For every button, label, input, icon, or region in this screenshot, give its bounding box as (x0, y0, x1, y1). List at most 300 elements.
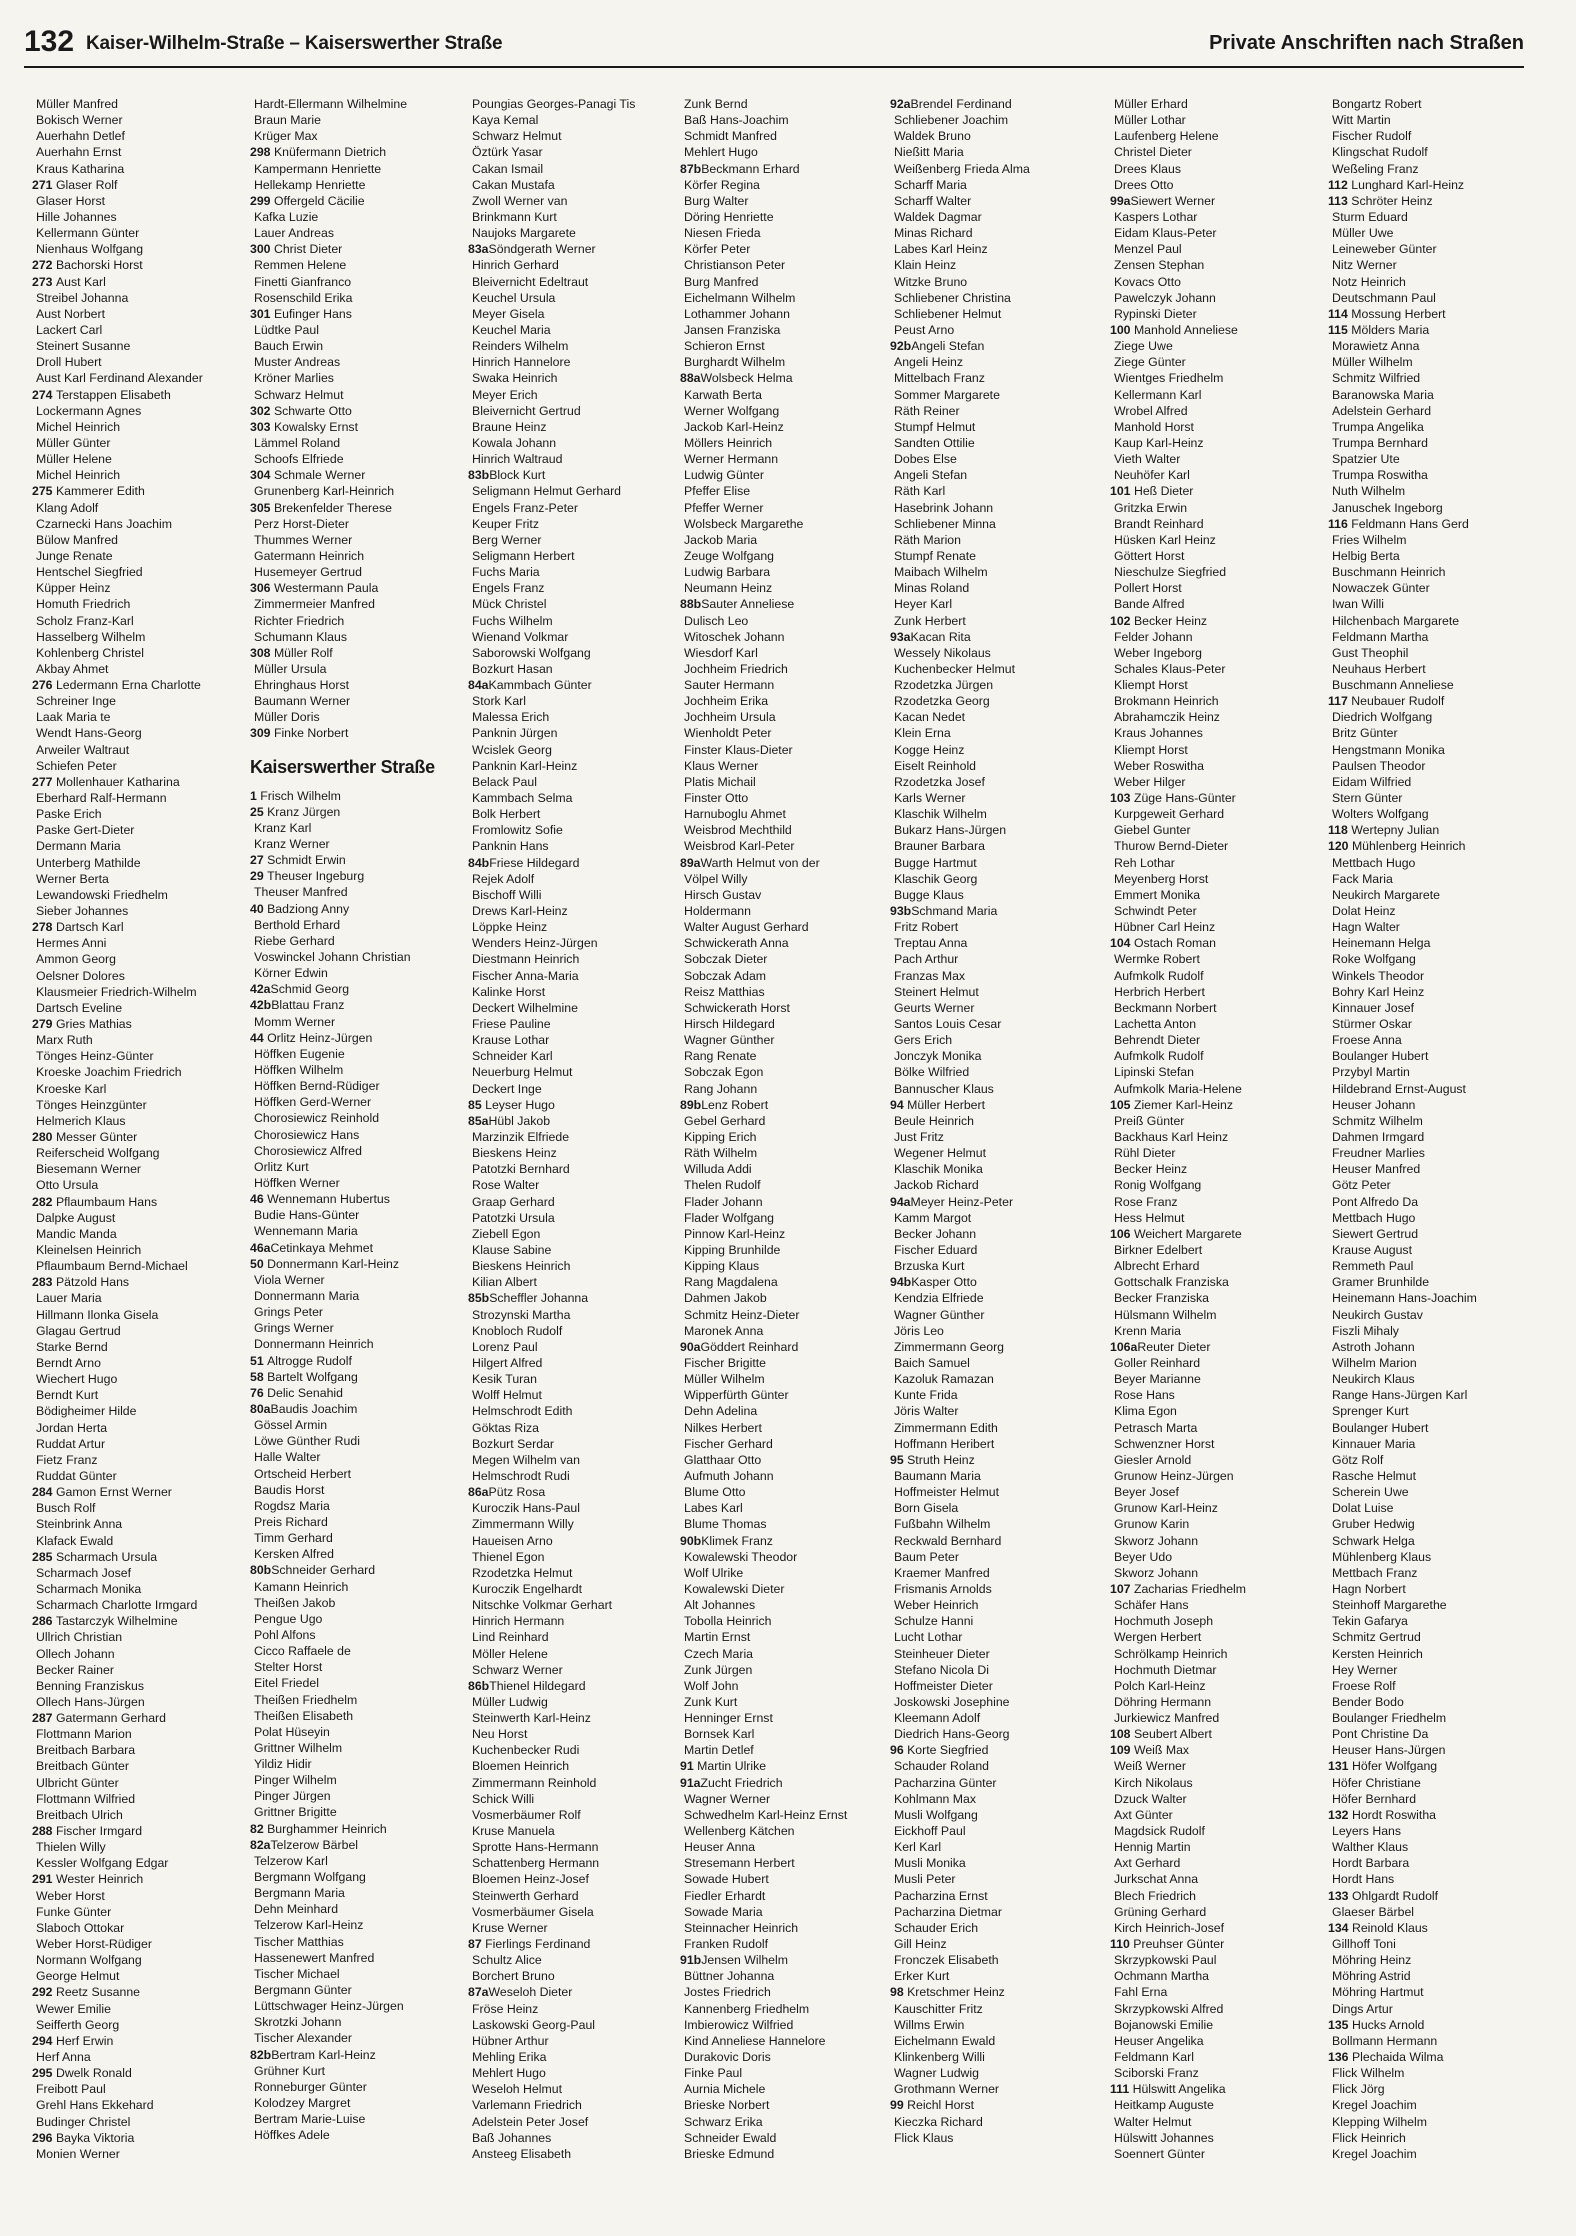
directory-entry: Schneider Ewald (684, 2130, 777, 2145)
house-number: 294 (32, 2033, 56, 2048)
directory-entry: Schmitz Heinz-Dieter (684, 1307, 800, 1322)
directory-entry (1328, 1888, 1543, 1904)
directory-entry: Pinger Wilhelm (254, 1773, 337, 1788)
resident-name: Siewert Werner (1130, 193, 1216, 208)
directory-entry: Klepping Wilhelm (1332, 2114, 1428, 2129)
house-number: 108 (1110, 1727, 1134, 1742)
directory-entry (1110, 790, 1325, 806)
directory-entry: Ammon Georg (36, 952, 116, 967)
directory-entry: Kaspers Lothar (1114, 209, 1198, 224)
directory-entry: Scharff Walter (894, 193, 972, 208)
directory-entry: Neukirch Klaus (1332, 1372, 1415, 1387)
directory-entry: Heitkamp Auguste (1114, 2098, 1214, 2113)
directory-entry: Scharmach Charlotte Irmgard (36, 1598, 198, 1613)
directory-entry: Zimmermeier Manfred (254, 597, 375, 612)
directory-entry: Kessler Wolfgang Edgar (36, 1856, 169, 1871)
house-number: 286 (32, 1614, 56, 1629)
directory-entry (1328, 1758, 1543, 1774)
directory-entry: Sciborski Franz (1114, 2066, 1199, 2081)
directory-entry: Schumann Klaus (254, 629, 347, 644)
directory-entry: Körfer Regina (684, 177, 760, 192)
directory-entry: Lachetta Anton (1114, 1017, 1197, 1032)
resident-name: Schmale Werner (273, 468, 366, 483)
directory-entry: Hinrich Gerhard (472, 258, 559, 273)
directory-entry (468, 1113, 683, 1129)
directory-entry (250, 500, 465, 516)
directory-entry: Klang Adolf (36, 500, 99, 515)
directory-entry: Eichelmann Ewald (894, 2033, 996, 2048)
directory-entry: Gill Heinz (894, 1937, 947, 1952)
directory-entry (32, 919, 247, 935)
resident-name: Wertepny Julian (1351, 823, 1440, 838)
directory-entry: Ziebell Egon (472, 1226, 541, 1241)
house-number: 298 (250, 145, 274, 160)
directory-entry: Kammbach Selma (472, 791, 573, 806)
directory-entry: Mühlenberg Klaus (1332, 1549, 1432, 1564)
directory-entry: Baß Hans-Joachim (684, 113, 789, 128)
directory-entry: Santos Louis Cesar (894, 1017, 1002, 1032)
resident-name: Christ Dieter (273, 242, 343, 257)
directory-entry (250, 144, 465, 160)
directory-entry: Perz Horst-Dieter (254, 516, 349, 531)
directory-entry: Michel Heinrich (36, 419, 121, 434)
directory-entry: Ludwig Günter (684, 468, 764, 483)
directory-entry: Martin Ernst (684, 1630, 751, 1645)
resident-name: Wolsbeck Helma (700, 371, 793, 386)
directory-entry: Becker Heinz (1114, 1162, 1188, 1177)
directory-entry: Lind Reinhard (472, 1630, 549, 1645)
directory-entry: Christel Dieter (1114, 145, 1192, 160)
house-number: 90b (680, 1533, 702, 1548)
column-1-list (32, 96, 247, 2162)
directory-entry: Stefano Nicola Di (894, 1662, 990, 1677)
directory-entry: Brauner Barbara (894, 839, 985, 854)
directory-entry: Kowala Johann (472, 435, 557, 450)
directory-entry (32, 1129, 247, 1145)
directory-entry (250, 403, 465, 419)
resident-name: Wester Heinrich (55, 1872, 144, 1887)
directory-entry: Paske Erich (36, 807, 102, 822)
house-number: 136 (1328, 2050, 1352, 2065)
directory-entry: Wenders Heinz-Jürgen (472, 936, 598, 951)
directory-entry: Stürmer Oskar (1332, 1017, 1412, 1032)
directory-entry: Kogge Heinz (894, 742, 965, 757)
directory-entry: Ullrich Christian (36, 1630, 123, 1645)
resident-name: Friese Hildegard (489, 855, 580, 870)
directory-entry: Rogdsz Maria (254, 1498, 330, 1513)
resident-name: Reuter Dieter (1137, 1339, 1211, 1354)
directory-entry (1110, 1226, 1325, 1242)
resident-name: Cetinkaya Mehmet (270, 1240, 374, 1255)
directory-entry: Flader Wolfgang (684, 1210, 774, 1225)
directory-entry: Hordt Barbara (1332, 1856, 1410, 1871)
directory-entry (250, 901, 465, 917)
directory-entry: Skworz Johann (1114, 1533, 1199, 1548)
directory-entry: Sturm Eduard (1332, 209, 1408, 224)
resident-name: Zucht Friedrich (700, 1775, 783, 1790)
resident-name: Weiß Max (1133, 1743, 1190, 1758)
resident-name: Schröter Heinz (1351, 193, 1433, 208)
directory-entry: Hülswitt Johannes (1114, 2130, 1214, 2145)
directory-entry: Kregel Joachim (1332, 2098, 1417, 2113)
directory-entry: Wessely Nikolaus (894, 645, 991, 660)
directory-entry: Götz Rolf (1332, 1452, 1384, 1467)
house-number: 275 (32, 484, 56, 499)
directory-entry: Weber Horst-Rüdiger (36, 1937, 152, 1952)
directory-entry: Wolf John (684, 1678, 739, 1693)
directory-entry: Krenn Maria (1114, 1323, 1181, 1338)
directory-entry (468, 1484, 683, 1500)
directory-entry: Fiedler Erhardt (684, 1888, 766, 1903)
directory-entry: Schultz Alice (472, 1953, 542, 1968)
directory-entry: Höffken Werner (254, 1176, 340, 1190)
directory-entry: Schattenberg Hermann (472, 1856, 600, 1871)
directory-entry: Aurnia Michele (684, 2082, 766, 2097)
directory-entry: Wienholdt Peter (684, 726, 772, 741)
directory-entry: Zeuge Wolfgang (684, 548, 775, 563)
directory-columns (32, 96, 1532, 2216)
resident-name: Heß Dieter (1133, 484, 1194, 499)
resident-name: Schmand Maria (911, 904, 998, 919)
directory-entry: Schmitz Wilfried (1332, 371, 1421, 386)
directory-entry: Lothammer Johann (684, 306, 790, 321)
directory-entry (250, 1240, 465, 1256)
directory-entry: Nieschulze Siegfried (1114, 565, 1227, 580)
directory-entry: Tischer Matthias (254, 1934, 344, 1949)
directory-entry: Grothmann Werner (894, 2082, 1000, 2097)
directory-entry: Schiefen Peter (36, 758, 117, 773)
directory-entry: Steinwerth Karl-Heinz (472, 1711, 591, 1726)
directory-entry: Monien Werner (36, 2146, 120, 2161)
directory-entry: Neuerburg Helmut (472, 1065, 573, 1080)
directory-entry: Franken Rudolf (684, 1937, 769, 1952)
house-number: 292 (32, 1985, 56, 2000)
directory-entry: Körner Edwin (254, 966, 328, 981)
directory-entry: Kafka Luzie (254, 209, 319, 224)
directory-entry: Witt Martin (1332, 113, 1391, 128)
resident-name: Finke Norbert (273, 726, 349, 741)
directory-entry: Steinert Helmut (894, 984, 979, 999)
section-list (250, 788, 465, 2144)
directory-entry: Petrasch Marta (1114, 1420, 1198, 1435)
directory-entry (32, 1194, 247, 1210)
house-number: 114 (1328, 306, 1352, 321)
directory-entry: Viola Werner (254, 1272, 325, 1287)
house-number: 116 (1328, 516, 1352, 531)
directory-entry: Walter Helmut (1114, 2114, 1192, 2129)
directory-entry (32, 677, 247, 693)
directory-entry: Theißen Jakob (254, 1595, 336, 1610)
directory-entry: Joskowski Josephine (894, 1694, 1010, 1709)
directory-entry: Fietz Franz (36, 1452, 98, 1467)
directory-entry: Kranz Werner (254, 837, 330, 852)
directory-entry (250, 1353, 465, 1369)
directory-entry: Kalinke Horst (472, 984, 546, 999)
directory-entry: Arweiler Waltraut (36, 742, 130, 757)
directory-entry (250, 645, 465, 661)
directory-entry: Trumpa Roswitha (1332, 468, 1428, 483)
directory-entry: Werner Hermann (684, 452, 779, 467)
resident-name: Kammbach Günter (488, 678, 592, 693)
directory-entry: Schwindt Peter (1114, 904, 1197, 919)
directory-entry: Zunk Bernd (684, 97, 748, 111)
directory-entry: Feldmann Karl (1114, 2050, 1194, 2065)
house-number: 46a (250, 1240, 271, 1255)
directory-entry: Benning Franziskus (36, 1678, 144, 1693)
directory-entry: Kipping Klaus (684, 1259, 760, 1274)
directory-entry: Laskowski Georg-Paul (472, 2017, 596, 2032)
directory-entry: Seligmann Herbert (472, 548, 575, 563)
directory-entry: Klause Sabine (472, 1242, 552, 1257)
house-number: 305 (250, 500, 274, 515)
house-number: 87b (680, 161, 702, 176)
directory-entry: Graap Gerhard (472, 1194, 555, 1209)
directory-entry: Scholz Franz-Karl (36, 613, 134, 628)
resident-name: Donnermann Karl-Heinz (267, 1256, 400, 1271)
directory-entry (1328, 306, 1543, 322)
directory-entry: Berndt Kurt (36, 1388, 99, 1403)
directory-entry: Drees Otto (1114, 177, 1174, 192)
directory-entry: Stelter Horst (254, 1660, 323, 1675)
directory-entry: Mettbach Hugo (1332, 855, 1416, 870)
directory-entry (890, 1742, 1105, 1758)
directory-entry: Wipperfürth Günter (684, 1388, 789, 1403)
directory-entry: Wiechert Hugo (36, 1372, 118, 1387)
house-number: 80b (250, 1563, 272, 1578)
house-number: 101 (1110, 484, 1134, 499)
directory-entry: Starke Bernd (36, 1339, 108, 1354)
resident-name: Offergeld Cäcilie (273, 193, 365, 208)
directory-entry: Völpel Willy (684, 871, 748, 886)
directory-entry: Pohl Alfons (254, 1627, 316, 1642)
directory-entry: Riebe Gerhard (254, 933, 335, 948)
directory-entry: Astroth Johann (1332, 1339, 1415, 1354)
directory-entry: Helmschrodt Edith (472, 1404, 573, 1419)
directory-entry (250, 981, 465, 997)
directory-entry: Schwenzner Horst (1114, 1436, 1215, 1451)
directory-entry: Engels Franz (472, 581, 545, 596)
directory-entry: Schwickerath Anna (684, 936, 789, 951)
directory-entry: Baranowska Maria (1332, 387, 1434, 402)
directory-entry: Belack Paul (472, 774, 537, 789)
directory-entry: Theuser Manfred (254, 885, 348, 900)
house-number: 92b (890, 339, 912, 354)
resident-name: Brekenfelder Therese (273, 500, 392, 515)
directory-entry: Fahl Erna (1114, 1985, 1168, 2000)
directory-entry: Ortscheid Herbert (254, 1466, 352, 1481)
directory-entry: Öztürk Yasar (472, 145, 543, 160)
directory-entry: Zunk Herbert (894, 613, 966, 628)
directory-entry: Jackob Richard (894, 1178, 979, 1193)
directory-entry: Karls Werner (894, 791, 966, 806)
directory-entry: Strozynski Martha (472, 1307, 571, 1322)
directory-entry: Pengue Ugo (254, 1611, 323, 1626)
directory-entry: Klain Heinz (894, 258, 957, 273)
house-number: 84a (468, 678, 489, 693)
directory-entry: Hasebrink Johann (894, 500, 994, 515)
house-number: 1 (250, 788, 261, 803)
resident-name: Pätzold Hans (55, 1275, 130, 1290)
house-number: 42a (250, 982, 271, 997)
directory-entry: Wolff Helmut (472, 1388, 542, 1403)
directory-entry: Müller Erhard (1114, 97, 1188, 111)
directory-entry: Schwarz Erika (684, 2114, 763, 2129)
directory-entry: Kleinelsen Heinrich (36, 1242, 142, 1257)
house-number: 98 (890, 1985, 908, 2000)
directory-entry: Stern Günter (1332, 791, 1403, 806)
house-number: 51 (250, 1353, 268, 1368)
directory-entry: Klaus Werner (684, 758, 759, 773)
directory-entry (250, 2047, 465, 2063)
directory-entry: Harnuboglu Ahmet (684, 807, 786, 822)
directory-entry: Baum Peter (894, 1549, 959, 1564)
directory-entry: Gottschalk Franziska (1114, 1275, 1229, 1290)
directory-entry: Schliebener Christina (894, 290, 1011, 305)
directory-entry: Pach Arthur (894, 952, 959, 967)
directory-entry: Nuth Wilhelm (1332, 484, 1406, 499)
resident-name: Reetz Susanne (55, 1985, 141, 2000)
directory-entry: Kieczka Richard (894, 2114, 983, 2129)
directory-entry: Schwarz Werner (472, 1662, 563, 1677)
resident-name: Gamon Ernst Werner (55, 1485, 172, 1500)
resident-name: Seubert Albert (1133, 1727, 1212, 1742)
directory-entry: Braun Marie (254, 113, 321, 128)
directory-entry (1328, 1920, 1543, 1936)
directory-entry: Bölke Wilfried (894, 1065, 970, 1080)
directory-entry: Maronek Anna (684, 1323, 764, 1338)
directory-entry (468, 241, 683, 257)
directory-entry: Polat Hüseyin (254, 1724, 330, 1739)
directory-entry: Diedrich Hans-Georg (894, 1727, 1010, 1742)
directory-entry: Pfeffer Elise (684, 484, 751, 499)
house-number: 287 (32, 1711, 56, 1726)
directory-entry: Pawelczyk Johann (1114, 290, 1216, 305)
directory-entry: Gritzka Erwin (1114, 500, 1188, 515)
directory-entry: Göttert Horst (1114, 548, 1185, 563)
directory-entry: Bergmann Wolfgang (254, 1870, 366, 1885)
directory-entry: Leineweber Günter (1332, 242, 1437, 257)
directory-entry (32, 2033, 247, 2049)
directory-entry: Notz Heinrich (1332, 274, 1406, 289)
directory-entry: Schmitz Wilhelm (1332, 1113, 1423, 1128)
directory-entry: Willms Erwin (894, 2017, 965, 2032)
directory-entry: Müller Ludwig (472, 1694, 548, 1709)
house-number: 106a (1110, 1339, 1138, 1354)
directory-entry: Stumpf Renate (894, 548, 977, 563)
resident-name: Frisch Wilhelm (260, 788, 341, 803)
directory-entry: Bokisch Werner (36, 113, 123, 128)
directory-entry (250, 193, 465, 209)
directory-entry: Polch Karl-Heinz (1114, 1678, 1206, 1693)
directory-entry: Kraus Johannes (1114, 726, 1203, 741)
directory-entry: Laufenberg Helene (1114, 129, 1219, 144)
directory-entry (890, 1452, 1105, 1468)
directory-entry: Zunk Jürgen (684, 1662, 753, 1677)
directory-entry: Göktas Riza (472, 1420, 539, 1435)
directory-entry: Kranz Karl (254, 820, 312, 835)
directory-entry: Kruse Manuela (472, 1824, 555, 1839)
directory-entry: Deckert Wilhelmine (472, 1000, 578, 1015)
directory-entry: Droll Hubert (36, 355, 102, 370)
directory-entry: Mück Christel (472, 597, 547, 612)
directory-entry: Wolters Wolfgang (1332, 807, 1429, 822)
directory-entry: Bauch Erwin (254, 339, 324, 354)
directory-entry: Wienand Volkmar (472, 629, 569, 644)
directory-entry: Emmert Monika (1114, 887, 1201, 902)
directory-entry: Knobloch Rudolf (472, 1323, 563, 1338)
directory-entry: Frismanis Arnolds (894, 1581, 992, 1596)
directory-entry: Bertram Marie-Luise (254, 2112, 366, 2127)
directory-entry: Sobczak Egon (684, 1065, 764, 1080)
directory-entry (1110, 613, 1325, 629)
directory-entry: Kolodzey Margret (254, 2096, 351, 2111)
house-number: 118 (1328, 823, 1352, 838)
directory-entry: Saborowski Wolfgang (472, 645, 591, 660)
directory-entry: Rang Renate (684, 1049, 757, 1064)
directory-entry: Scharff Maria (894, 177, 967, 192)
directory-entry: Scharmach Josef (36, 1565, 132, 1580)
directory-entry: Feldmann Martha (1332, 629, 1429, 644)
directory-entry: Kirch Heinrich-Josef (1114, 1920, 1225, 1935)
directory-entry: Heuser Anna (684, 1840, 756, 1855)
directory-entry: Müller Wilhelm (1332, 355, 1413, 370)
directory-entry: Kregel Joachim (1332, 2146, 1417, 2161)
directory-entry: Rühl Dieter (1114, 1146, 1176, 1161)
resident-name: Knüfermann Dietrich (273, 145, 387, 160)
directory-entry: Gatermann Heinrich (254, 548, 365, 563)
directory-entry: Hess Helmut (1114, 1210, 1185, 1225)
house-number: 90a (680, 1339, 701, 1354)
directory-entry: Schrölkamp Heinrich (1114, 1646, 1228, 1661)
directory-entry: Wergen Herbert (1114, 1630, 1202, 1645)
directory-entry: Hilgert Alfred (472, 1355, 543, 1370)
directory-entry: Buschmann Heinrich (1332, 565, 1446, 580)
directory-entry: Pont Alfredo Da (1332, 1194, 1419, 1209)
directory-entry: Dehn Meinhard (254, 1902, 339, 1917)
directory-entry: Wewer Emilie (36, 2001, 111, 2016)
directory-entry: Vosmerbäumer Rolf (472, 1807, 581, 1822)
directory-entry (1328, 193, 1543, 209)
directory-entry: Przybyl Martin (1332, 1065, 1410, 1080)
directory-entry: Höffken Gerd-Werner (254, 1095, 372, 1110)
directory-entry: Jackob Maria (684, 532, 758, 547)
directory-entry (1328, 1807, 1543, 1823)
directory-entry: Angeli Stefan (894, 468, 968, 483)
directory-entry: Baudis Horst (254, 1482, 325, 1497)
directory-entry: Fischer Eduard (894, 1242, 978, 1257)
directory-entry: Weber Ingeborg (1114, 645, 1202, 660)
directory-entry: Heyer Karl (894, 597, 953, 612)
directory-entry: Eickhoff Paul (894, 1824, 966, 1839)
directory-entry: Hagn Norbert (1332, 1581, 1406, 1596)
directory-entry: Siewert Gertrud (1332, 1226, 1419, 1241)
resident-name: Hülswitt Angelika (1132, 2082, 1226, 2097)
resident-name: Angeli Stefan (911, 339, 985, 354)
directory-entry: Chorosiewicz Alfred (254, 1143, 362, 1158)
directory-entry: Grittner Wilhelm (254, 1740, 343, 1755)
directory-entry (1110, 2081, 1325, 2097)
directory-entry (32, 274, 247, 290)
directory-entry: Zunk Kurt (684, 1694, 738, 1709)
directory-entry: Chorosiewicz Reinhold (254, 1111, 380, 1126)
directory-entry: Witzke Bruno (894, 274, 968, 289)
directory-entry: Lüdtke Paul (254, 322, 319, 337)
directory-entry: Lackert Carl (36, 322, 103, 337)
directory-entry: Hüsken Karl Heinz (1114, 532, 1216, 547)
directory-entry: Budinger Christel (36, 2114, 131, 2129)
directory-entry: Naujoks Margarete (472, 226, 576, 241)
directory-entry: Kuchenbecker Rudi (472, 1743, 580, 1758)
